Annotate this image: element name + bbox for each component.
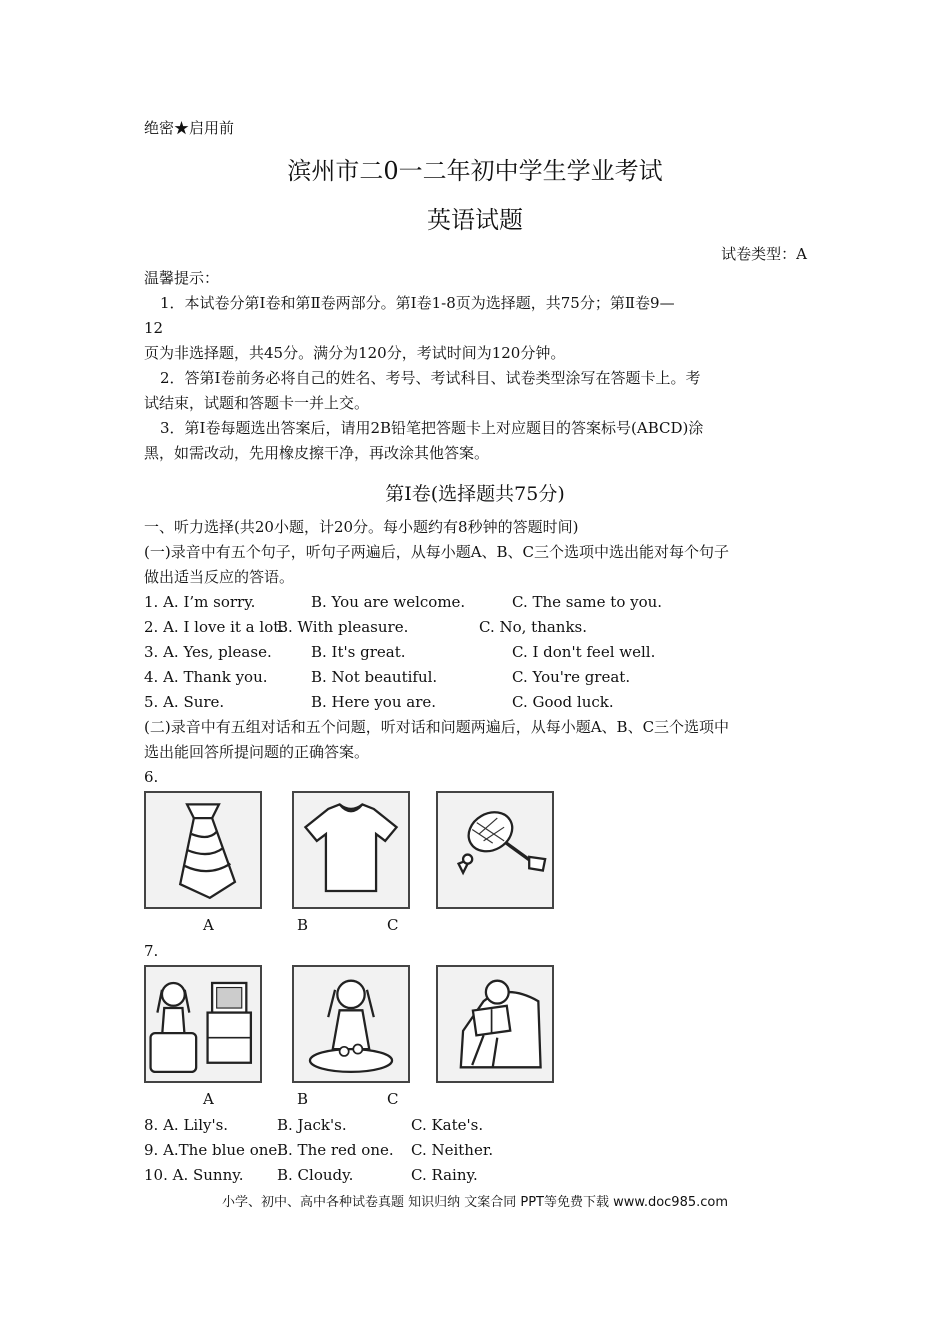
tip-1-cont: 12: [144, 319, 164, 337]
q6-label-c: C: [387, 916, 399, 934]
tips-heading: 温馨提示：: [144, 269, 220, 287]
q6-picture-b: [292, 791, 410, 909]
secret-label: 绝密★启用前: [144, 119, 235, 137]
tip-1: 1．本试卷分第Ⅰ卷和第Ⅱ卷两部分。第Ⅰ卷1-8页为选择题，共75分；第Ⅱ卷9—: [160, 294, 675, 312]
exam-title: 滨州市二0一二年初中学生学业考试: [287, 157, 663, 185]
question-6-number: 6.: [144, 768, 159, 786]
subpart1-instr: (一)录音中有五个句子，听句子两遍后，从每小题A、B、C三个选项中选出能对每个句子: [144, 543, 730, 561]
girl-washing-icon: [294, 967, 408, 1081]
question-1-b: B. You are welcome.: [311, 593, 466, 611]
question-3-b: B. It's great.: [311, 643, 406, 661]
question-7-number: 7.: [144, 942, 159, 960]
question-4-b: B. Not beautiful.: [311, 668, 438, 686]
question-9-b: B. The red one.: [277, 1141, 394, 1159]
question-8-a: 8. A. Lily's.: [144, 1116, 229, 1134]
q6-label-b: B: [297, 916, 309, 934]
question-4-a: 4. A. Thank you.: [144, 668, 268, 686]
question-5-a: 5. A. Sure.: [144, 693, 225, 711]
question-10-b: B. Cloudy.: [277, 1166, 354, 1184]
paper-type: 试卷类型：A: [721, 245, 807, 263]
q6-picture-c: [436, 791, 554, 909]
question-8-b: B. Jack's.: [277, 1116, 347, 1134]
tip-3-cont: 黑，如需改动，先用橡皮擦干净，再改涂其他答案。: [144, 444, 490, 462]
girl-reading-icon: [438, 967, 552, 1081]
question-10-a: 10. A. Sunny.: [144, 1166, 244, 1184]
tennis-icon: [438, 793, 552, 907]
question-2-c: C. No, thanks.: [479, 618, 588, 636]
tip-1-cont2: 页为非选择题，共45分。满分为120分，考试时间为120分钟。: [144, 344, 566, 362]
question-1-c: C. The same to you.: [512, 593, 663, 611]
tie-icon: [146, 793, 260, 907]
tshirt-icon: [294, 793, 408, 907]
exam-subtitle: 英语试题: [427, 206, 523, 234]
girl-tv-icon: [146, 967, 260, 1081]
question-2-b: B. With pleasure.: [277, 618, 409, 636]
question-5-b: B. Here you are.: [311, 693, 437, 711]
q7-picture-c: [436, 965, 554, 1083]
question-2-a: 2. A. I love it a lot.: [144, 618, 285, 636]
q7-picture-b: [292, 965, 410, 1083]
subpart2-instr: (二)录音中有五组对话和五个问题，听对话和问题两遍后，从每小题A、B、C三个选项中: [144, 718, 730, 736]
q7-label-a: A: [203, 1090, 214, 1108]
question-3-c: C. I don't feel well.: [512, 643, 656, 661]
question-8-c: C. Kate's.: [411, 1116, 484, 1134]
question-9-a: 9. A.The blue one.: [144, 1141, 283, 1159]
part-heading: 一、听力选择(共20小题，计20分。每小题约有8秒钟的答题时间): [144, 518, 579, 536]
q7-label-c: C: [387, 1090, 399, 1108]
question-5-c: C. Good luck.: [512, 693, 614, 711]
subpart1-instr-cont: 做出适当反应的答语。: [144, 568, 295, 586]
q6-picture-a: [144, 791, 262, 909]
section-title: 第Ⅰ卷(选择题共75分): [385, 483, 565, 505]
q7-picture-a: [144, 965, 262, 1083]
footer-text: 小学、初中、高中各种试卷真题 知识归纳 文案合同 PPT等免费下载 www.doc985.com: [221, 1195, 729, 1210]
q7-label-b: B: [297, 1090, 309, 1108]
subpart2-instr-cont: 选出能回答所提问题的正确答案。: [144, 743, 370, 761]
tip-2: 2．答第Ⅰ卷前务必将自己的姓名、考号、考试科目、试卷类型涂写在答题卡上。考: [160, 369, 701, 387]
tip-2-cont: 试结束，试题和答题卡一并上交。: [144, 394, 370, 412]
question-1-a: 1. A. I’m sorry.: [144, 593, 256, 611]
question-9-c: C. Neither.: [411, 1141, 494, 1159]
q6-label-a: A: [203, 916, 214, 934]
tip-3: 3．第Ⅰ卷每题选出答案后，请用2B铅笔把答题卡上对应题目的答案标号(ABCD)涂: [160, 419, 704, 437]
question-4-c: C. You're great.: [512, 668, 631, 686]
question-3-a: 3. A. Yes, please.: [144, 643, 272, 661]
question-10-c: C. Rainy.: [411, 1166, 478, 1184]
